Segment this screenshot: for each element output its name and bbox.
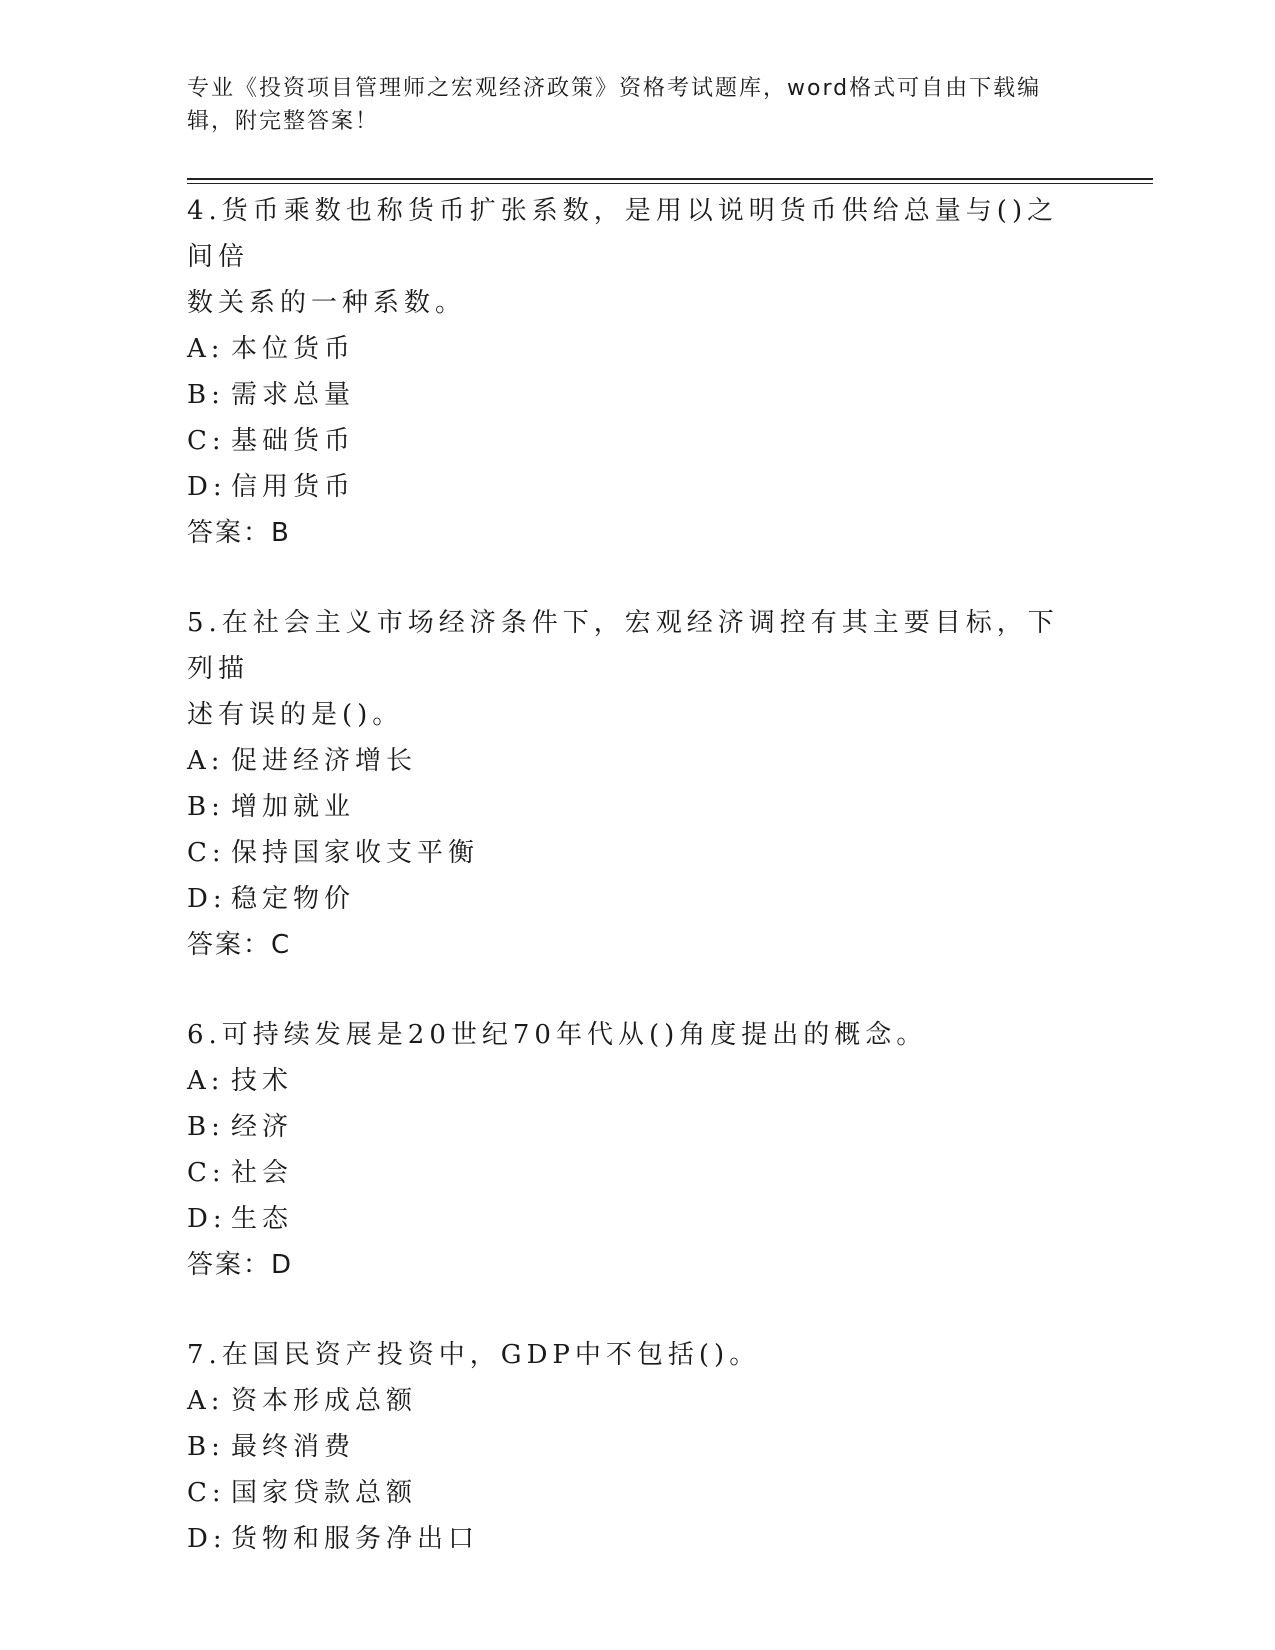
option-text: 基础货币 (231, 426, 356, 456)
option-label: A: (187, 746, 225, 776)
question-text-line: 述有误的是()。 (187, 700, 404, 730)
option-c (187, 1470, 1067, 1516)
option-a (187, 326, 1067, 372)
option-d (187, 464, 1067, 510)
answer: 答案：D (187, 1250, 294, 1280)
header-line-2: 辑，附完整答案！ (187, 109, 380, 134)
option-b (187, 372, 1067, 418)
option-d (187, 1516, 1067, 1562)
question-7 (187, 1332, 1067, 1562)
option-label: B: (187, 380, 225, 410)
option-b (187, 1424, 1067, 1470)
header-line-1: 专业《投资项目管理师之宏观经济政策》资格考试题库，word格式可自由下载编 (187, 76, 1042, 101)
option-a (187, 1378, 1067, 1424)
option-label: A: (187, 1066, 225, 1096)
option-label: B: (187, 1112, 225, 1142)
option-b (187, 784, 1067, 830)
option-text: 最终消费 (231, 1432, 356, 1462)
option-label: D: (187, 1204, 227, 1234)
option-text: 生态 (231, 1204, 294, 1234)
option-c (187, 418, 1067, 464)
question-list (187, 188, 1067, 1562)
option-d (187, 1196, 1067, 1242)
option-c (187, 1150, 1067, 1196)
option-label: A: (187, 1386, 225, 1416)
question-text-line: 7.在国民资产投资中，GDP中不包括()。 (187, 1340, 761, 1370)
question-4 (187, 188, 1067, 556)
option-a (187, 738, 1067, 784)
option-label: D: (187, 472, 227, 502)
option-text: 需求总量 (231, 380, 356, 410)
header-divider-thick (187, 178, 1153, 180)
option-label: B: (187, 1432, 225, 1462)
document-header (187, 72, 1077, 138)
option-label: D: (187, 884, 227, 914)
answer: 答案：B (187, 518, 291, 548)
option-text: 资本形成总额 (231, 1386, 418, 1416)
option-text: 货物和服务净出口 (231, 1524, 480, 1554)
option-text: 本位货币 (231, 334, 356, 364)
option-text: 信用货币 (231, 472, 356, 502)
question-text-line: 5.在社会主义市场经济条件下，宏观经济调控有其主要目标，下列描 (187, 608, 1059, 684)
option-text: 促进经济增长 (231, 746, 418, 776)
option-a (187, 1058, 1067, 1104)
option-text: 社会 (231, 1158, 294, 1188)
option-text: 国家贷款总额 (231, 1478, 418, 1508)
option-label: C: (187, 838, 226, 868)
option-text: 技术 (231, 1066, 294, 1096)
option-label: C: (187, 426, 226, 456)
option-label: C: (187, 1158, 226, 1188)
question-text-line: 6.可持续发展是20世纪70年代从()角度提出的概念。 (187, 1020, 928, 1050)
question-text-line: 4.货币乘数也称货币扩张系数，是用以说明货币供给总量与()之间倍 (187, 196, 1059, 272)
option-text: 经济 (231, 1112, 294, 1142)
header-divider-thin (187, 183, 1153, 184)
option-label: B: (187, 792, 225, 822)
question-5 (187, 600, 1067, 968)
option-text: 保持国家收支平衡 (231, 838, 480, 868)
option-label: C: (187, 1478, 226, 1508)
question-6 (187, 1012, 1067, 1288)
question-text-line: 数关系的一种系数。 (187, 288, 467, 318)
option-label: A: (187, 334, 225, 364)
option-c (187, 830, 1067, 876)
answer: 答案：C (187, 930, 292, 960)
option-d (187, 876, 1067, 922)
option-b (187, 1104, 1067, 1150)
option-text: 稳定物价 (231, 884, 356, 914)
option-label: D: (187, 1524, 227, 1554)
option-text: 增加就业 (231, 792, 356, 822)
